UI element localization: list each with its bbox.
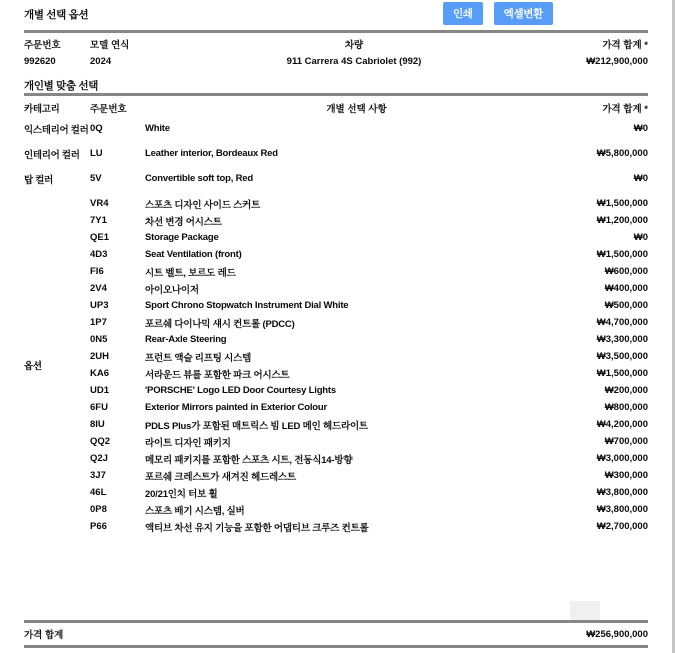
option-row: [90, 382, 648, 399]
option-group: [24, 116, 648, 141]
option-description: 메모리 패키지를 포함한 스포츠 시트, 전동식14-방향: [145, 454, 353, 466]
category-label: 옵션: [24, 361, 42, 372]
option-price: ₩3,500,000: [596, 351, 648, 362]
grand-total-section: [24, 620, 648, 648]
grand-total-value: ₩256,900,000: [586, 628, 648, 640]
option-row: [90, 263, 648, 280]
option-description: 서라운드 뷰를 포함한 파크 어시스트: [145, 369, 290, 381]
option-description: Rear-Axle Steering: [145, 334, 227, 345]
option-code: FI6: [90, 266, 104, 277]
option-description: 라이트 디자인 패키지: [145, 437, 231, 449]
option-row: [90, 229, 648, 246]
option-price: ₩4,700,000: [596, 317, 648, 328]
model-year-value: 2024: [90, 55, 112, 67]
option-description: Exterior Mirrors painted in Exterior Colour: [145, 402, 327, 413]
option-group-rows: [90, 170, 648, 187]
option-code: 7Y1: [90, 215, 107, 226]
option-code: 0P8: [90, 504, 107, 515]
option-description: 시트 벨트, 보르도 레드: [145, 267, 236, 279]
price-total-header: 가격 합계 *: [602, 40, 648, 51]
option-code: P66: [90, 521, 107, 532]
options-table: [24, 116, 648, 539]
option-row: [90, 348, 648, 365]
option-description: Convertible soft top, Red: [145, 173, 253, 184]
option-price: ₩800,000: [604, 402, 648, 413]
option-group-rows: [90, 145, 648, 162]
model-year-header: 모델 연식: [90, 40, 130, 51]
option-row: [90, 399, 648, 416]
option-price: ₩3,300,000: [596, 334, 648, 345]
option-row: [90, 195, 648, 212]
section-title-individual-options: 개별 선택 옵션: [24, 9, 89, 21]
option-code: 0Q: [90, 123, 103, 134]
option-row: [90, 246, 648, 263]
option-price: ₩0: [633, 232, 648, 243]
price-total-value: ₩212,900,000: [586, 55, 648, 67]
category-header: 카테고리: [24, 103, 60, 115]
option-group: [24, 141, 648, 166]
option-description: 액티브 차선 유지 기능을 포함한 어댑티브 크루즈 컨트롤: [145, 522, 369, 534]
option-code: 3J7: [90, 470, 106, 481]
category-label: 익스테리어 컬러: [24, 124, 89, 136]
option-description: PDLS Plus가 포함된 매트릭스 빔 LED 메인 헤드라이트: [145, 420, 368, 432]
option-row: [90, 331, 648, 348]
option-code: 2V4: [90, 283, 107, 294]
option-row: [90, 484, 648, 501]
excel-export-button[interactable]: 엑셀변환: [494, 2, 553, 25]
option-description: Leather interior, Bordeaux Red: [145, 148, 278, 159]
option-row: [90, 212, 648, 229]
order-table-row: [24, 52, 648, 70]
option-code: UD1: [90, 385, 110, 396]
grand-total-row: [24, 623, 648, 645]
option-row: [90, 120, 648, 137]
category-label: 인테리어 컬러: [24, 149, 80, 161]
order-table-header: [24, 33, 648, 52]
option-row: [90, 365, 648, 382]
section-title-personal-selection: 개인별 맞춤 선택: [24, 80, 99, 92]
option-row: [90, 518, 648, 535]
option-description: Sport Chrono Stopwatch Instrument Dial White: [145, 300, 349, 311]
option-group-rows: [90, 120, 648, 137]
category-label: 탑 컬러: [24, 174, 53, 186]
option-code: 8IU: [90, 419, 105, 430]
option-price: ₩600,000: [604, 266, 648, 277]
option-code: 4D3: [90, 249, 108, 260]
option-code: QE1: [90, 232, 110, 243]
option-code: QQ2: [90, 436, 111, 447]
divider: [24, 645, 648, 648]
print-button[interactable]: 인쇄: [443, 2, 483, 25]
option-code: UP3: [90, 300, 109, 311]
option-price: ₩3,800,000: [596, 487, 648, 498]
option-code: 6FU: [90, 402, 108, 413]
option-price: ₩3,800,000: [596, 504, 648, 515]
option-price: ₩1,500,000: [596, 198, 648, 209]
option-description: 포르쉐 다이나믹 섀시 컨트롤 (PDCC): [145, 318, 295, 330]
option-description: Seat Ventilation (front): [145, 249, 242, 260]
option-row: [90, 170, 648, 187]
order-no-header: 주문번호: [24, 40, 61, 51]
option-description: 포르쉐 크레스트가 새겨진 헤드레스트: [145, 471, 296, 483]
top-bar: [24, 0, 648, 33]
toolbar: [443, 2, 553, 25]
option-code: KA6: [90, 368, 110, 379]
option-price: ₩0: [633, 173, 648, 184]
code-header: 주문번호: [90, 103, 127, 115]
option-code: 2UH: [90, 351, 110, 362]
order-no-value: 992620: [24, 55, 56, 67]
option-row: [90, 501, 648, 518]
option-group: [24, 166, 648, 191]
option-price: ₩500,000: [604, 300, 648, 311]
option-price: ₩1,200,000: [596, 215, 648, 226]
option-price: ₩400,000: [604, 283, 648, 294]
option-description: 아이오나이저: [145, 284, 199, 296]
options-table-header: [24, 96, 648, 116]
option-row: [90, 467, 648, 484]
option-row: [90, 433, 648, 450]
option-price: ₩5,800,000: [596, 148, 648, 159]
option-row: [90, 416, 648, 433]
option-group: [24, 191, 648, 539]
option-code: LU: [90, 148, 103, 159]
option-row: [90, 450, 648, 467]
option-description: Storage Package: [145, 232, 219, 243]
option-row: [90, 145, 648, 162]
option-code: VR4: [90, 198, 109, 209]
option-description: White: [145, 123, 170, 134]
option-price: ₩0: [633, 123, 648, 134]
option-price: ₩200,000: [604, 385, 648, 396]
vehicle-header: 차량: [344, 40, 364, 51]
option-description: 'PORSCHE' Logo LED Door Courtesy Lights: [145, 385, 336, 396]
price-total-header: 가격 합계 *: [602, 103, 648, 115]
item-header: 개별 선택 사항: [326, 103, 387, 115]
option-code: 1P7: [90, 317, 107, 328]
option-code: 5V: [90, 173, 102, 184]
option-code: Q2J: [90, 453, 108, 464]
option-description: 스포츠 디자인 사이드 스커트: [145, 199, 261, 211]
option-price: ₩4,200,000: [596, 419, 648, 430]
option-row: [90, 280, 648, 297]
option-price: ₩1,500,000: [596, 368, 648, 379]
option-code: 0N5: [90, 334, 108, 345]
option-description: 20/21인치 터보 휠: [145, 488, 218, 500]
option-group-rows: [90, 195, 648, 535]
option-price: ₩700,000: [604, 436, 648, 447]
option-price: ₩3,000,000: [596, 453, 648, 464]
option-row: [90, 297, 648, 314]
option-code: 46L: [90, 487, 107, 498]
option-price: ₩300,000: [604, 470, 648, 481]
option-price: ₩1,500,000: [596, 249, 648, 260]
option-price: ₩2,700,000: [596, 521, 648, 532]
option-description: 스포츠 배기 시스템, 실버: [145, 505, 245, 517]
option-row: [90, 314, 648, 331]
option-description: 차선 변경 어시스트: [145, 216, 222, 228]
grand-total-label: 가격 합계: [24, 630, 64, 641]
vehicle-value: 911 Carrera 4S Cabriolet (992): [286, 55, 422, 67]
option-description: 프런트 액슬 리프팅 시스템: [145, 352, 252, 364]
